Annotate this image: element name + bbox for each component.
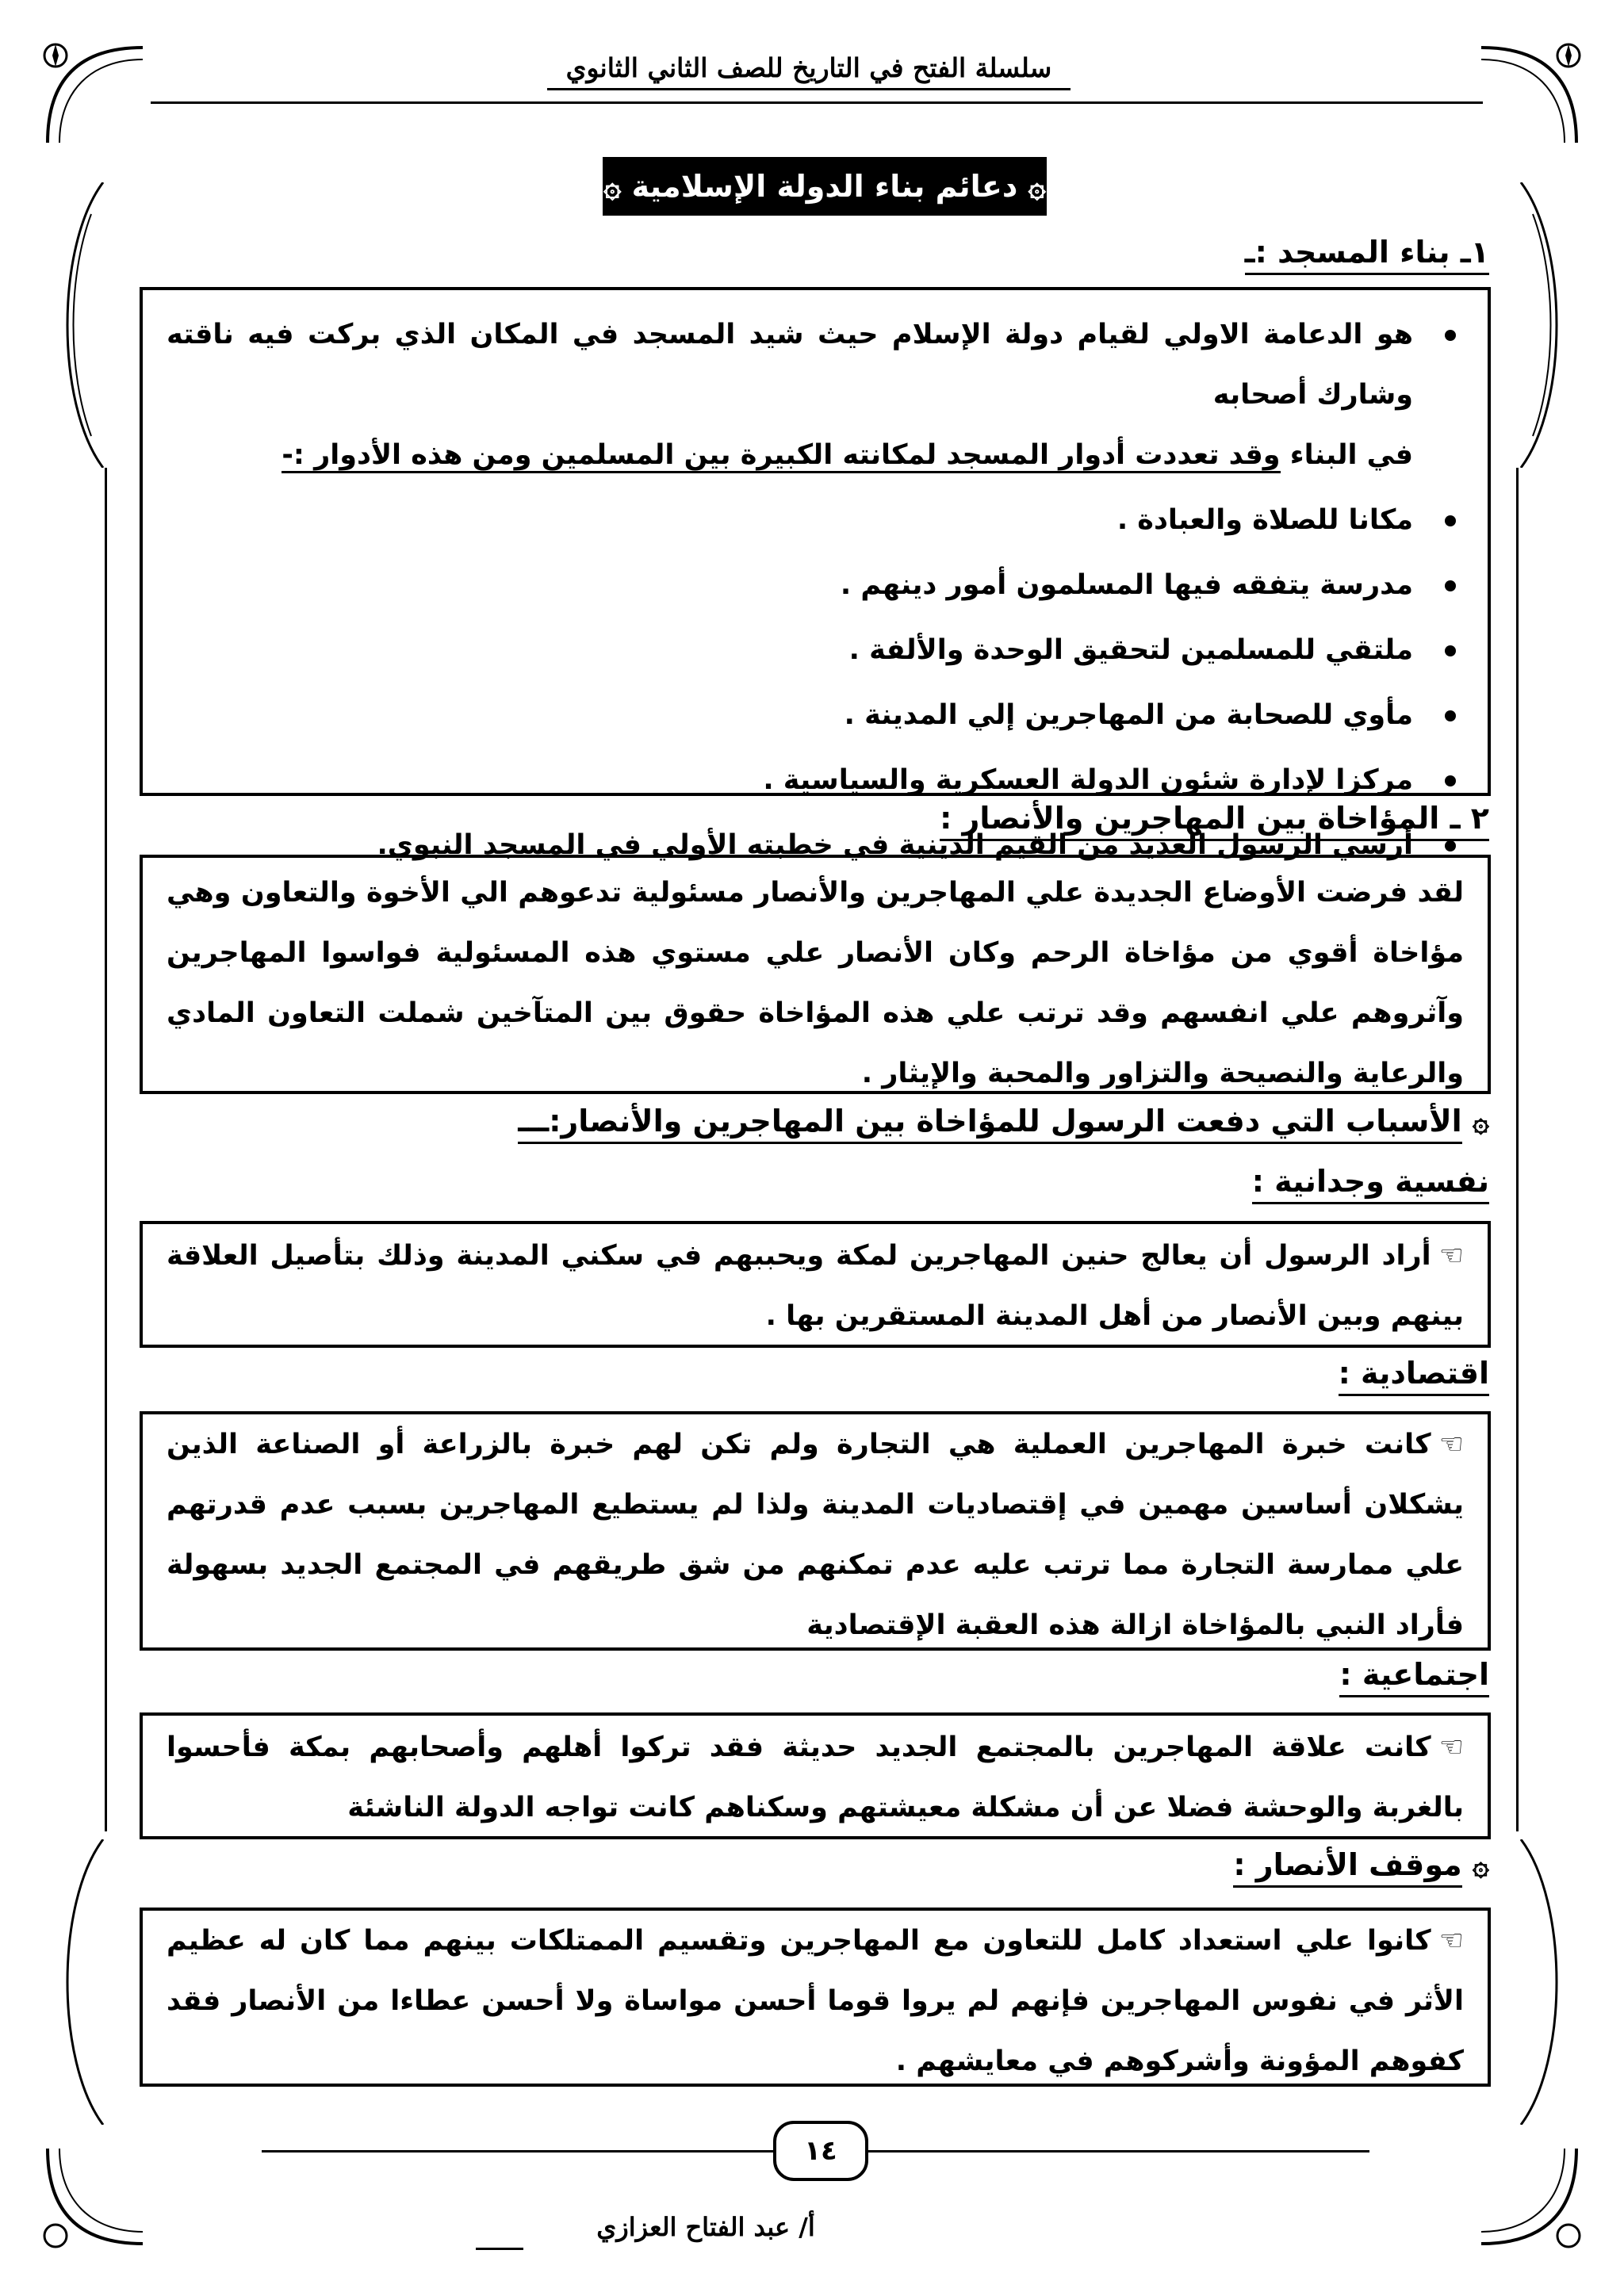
social-text: كانت علاقة المهاجرين بالمجتمع الجديد حديثة فقد تركوا أهلهم وأصحابهم بمكة فأحسوا بالغربة والوحشة فضلا عن أن مشكلة معيشتهم وسكناهم كانت تواجه الدولة الناشئة <box>167 1732 1464 1823</box>
econ-text: كانت خبرة المهاجرين العملية هي التجارة ولم تكن لهم خبرة بالزراعة أو الصناعة الذين يشكلان أساسين مهمين في إقتصاديات المدينة ولذا لم يستطيع المهاجرين بسبب عدم قدرتهم علي ممارسة التجارة مما ترتب عليه عدم تمكنهم من شق طريقهم في المجتمع الجديد بسهولة فأراد النبي بالمؤاخاة ازالة هذه العقبة الإقتصادية <box>167 1429 1464 1641</box>
pointing-hand-icon: ☜ <box>1438 1925 1464 1957</box>
frame-top-line <box>151 101 1483 104</box>
side-ornament-right-lower-icon <box>1505 1839 1576 2125</box>
list-item: مكانا للصلاة والعبادة . <box>167 490 1464 550</box>
intro-line1: هو الدعامة الاولي لقيام دولة الإسلام حيث شيد المسجد في المكان الذي بركت فيه ناقته وشارك أصحابه <box>167 319 1413 411</box>
frame-left-line <box>105 468 107 1831</box>
ansar-flower-icon: ۞ <box>1472 1850 1489 1882</box>
intro-line2-b: وقد تعددت أدوار المسجد لمكانته الكبيرة بين المسلمين ومن هذه الأدوار :- <box>282 439 1280 473</box>
corner-ornament-top-right-icon <box>1473 32 1592 151</box>
section2-box <box>140 855 1491 1094</box>
page-title <box>603 157 1047 216</box>
corner-ornament-bottom-left-icon <box>32 2141 151 2260</box>
econ-heading: اقتصادية : <box>1339 1356 1489 1391</box>
title-text: دعائم بناء الدولة الإسلامية <box>631 169 1018 204</box>
list-item: مدرسة يتفقه فيها المسلمون أمور دينهم . <box>167 555 1464 615</box>
author-name: أ/ عبد الفتاح العزازي <box>596 2212 815 2242</box>
pointing-hand-icon: ☜ <box>1438 1240 1464 1272</box>
page-number: ١٤ <box>773 2121 868 2181</box>
author-underline-left <box>476 2248 523 2250</box>
pointing-hand-icon: ☜ <box>1438 1429 1464 1460</box>
section1-heading: ١ـ بناء المسجد :ـ <box>1245 235 1489 270</box>
intro-line2-a: في البناء <box>1280 439 1413 471</box>
reasons-heading: ۞ الأسباب التي دفعت الرسول للمؤاخاة بين المهاجرين والأنصار:ـــ <box>518 1104 1489 1138</box>
frame-bottom-left-line <box>262 2150 773 2152</box>
section2-text: لقد فرضت الأوضاع الجديدة علي المهاجرين والأنصار مسئولية تدعوهم الي الأخوة والتعاون وهي مؤاخاة أقوي من مؤاخاة الرحم وكان الأنصار علي مستوي هذه المسئولية فواسوا المهاجرين وآثروهم علي انفسهم وقد ترتب علي هذه المؤاخاة حقوق بين المتآخين شملت التعاون المادي والرعاية والنصيحة والتزاور والمحبة والإيثار . <box>167 877 1464 1089</box>
list-item: مأوي للصحابة من المهاجرين إلي المدينة . <box>167 685 1464 745</box>
psych-box <box>140 1221 1491 1348</box>
econ-box <box>140 1411 1491 1651</box>
social-heading: اجتماعية : <box>1339 1657 1489 1692</box>
list-item: أرسي الرسول العديد من القيم الدينية في خطبته الأولي في المسجد النبوي. <box>167 815 1464 875</box>
title-flower-right-icon: ۞ <box>1028 169 1046 204</box>
psych-heading: نفسية وجدانية : <box>1252 1164 1489 1199</box>
ansar-box <box>140 1908 1491 2087</box>
list-item: مركزا لإدارة شئون الدولة العسكرية والسياسية . <box>167 750 1464 810</box>
pointing-hand-icon: ☜ <box>1438 1732 1464 1763</box>
series-title: سلسلة الفتح في التاريخ للصف الثاني الثانوي <box>547 52 1071 90</box>
corner-ornament-top-left-icon <box>32 32 151 151</box>
side-ornament-right-icon <box>1505 182 1576 468</box>
list-item: ملتقي للمسلمين لتحقيق الوحدة والألفة . <box>167 620 1464 680</box>
section2-heading: ٢ ـ المؤاخاة بين المهاجرين والأنصار : <box>940 801 1489 836</box>
side-ornament-left-lower-icon <box>48 1839 119 2125</box>
reasons-flower-icon: ۞ <box>1472 1106 1489 1138</box>
series-header <box>119 52 1499 90</box>
side-ornament-left-icon <box>48 182 119 468</box>
ansar-heading: ۞ موقف الأنصار : <box>1233 1847 1489 1882</box>
social-box <box>140 1712 1491 1839</box>
frame-right-line <box>1516 468 1519 1831</box>
ansar-text: كانوا علي استعداد كامل للتعاون مع المهاجرين وتقسيم الممتلكات بينهم مما كان له عظيم الأثر في نفوس المهاجرين فإنهم لم يروا قوما أحسن مواساة ولا أحسن عطاءا من الأنصار فقد كفوهم المؤونة وأشركوهم في معايشهم . <box>167 1925 1464 2077</box>
psych-text: أراد الرسول أن يعالج حنين المهاجرين لمكة ويحببهم في سكني المدينة وذلك بتأصيل العلاقة بينهم وبين الأنصار من أهل المدينة المستقرين بها . <box>167 1240 1464 1332</box>
corner-ornament-bottom-right-icon <box>1473 2141 1592 2260</box>
title-flower-left-icon: ۞ <box>603 169 622 204</box>
section1-intro <box>167 304 1464 485</box>
frame-bottom-right-line <box>862 2150 1369 2152</box>
